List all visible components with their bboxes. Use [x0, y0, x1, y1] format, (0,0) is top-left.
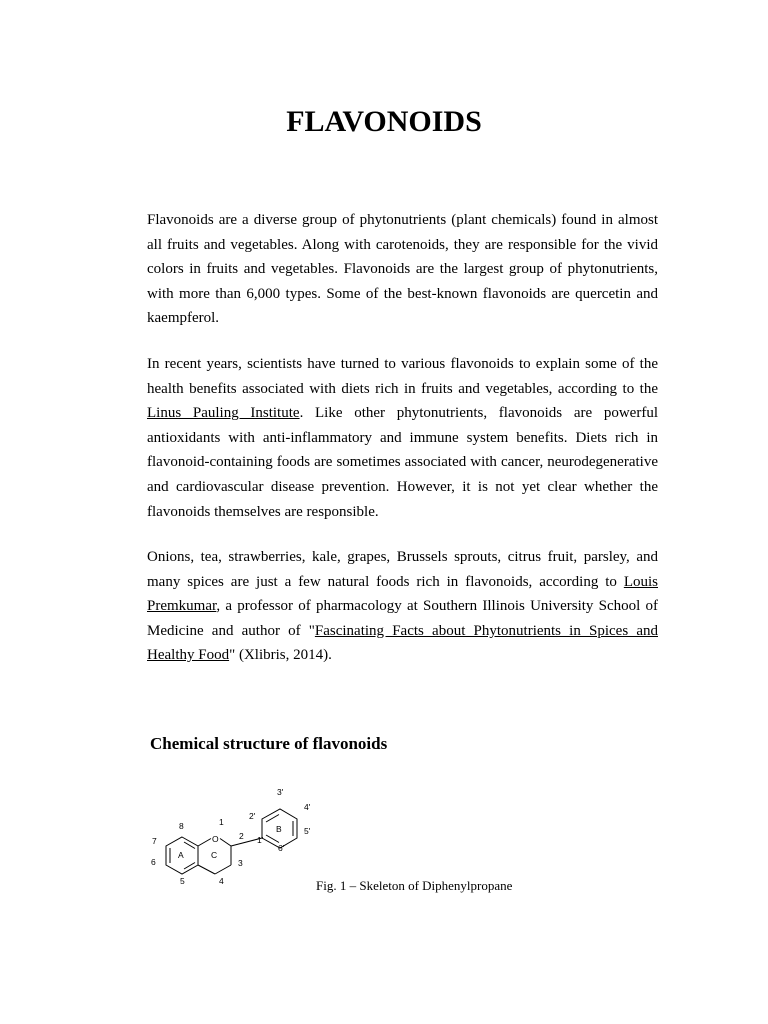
document-title: FLAVONOIDS — [286, 105, 482, 138]
ring-b-label: B — [276, 824, 282, 834]
link-book-title[interactable]: Fascinating Facts about Phytonutrients in Spices and Healthy Food — [147, 622, 658, 664]
flavonoid-skeleton-diagram — [140, 780, 340, 895]
section-heading: Chemical structure of flavonoids — [150, 734, 388, 753]
bond-c8a-o1 — [198, 839, 211, 847]
ring-a-label: A — [178, 850, 184, 860]
ring-c-label: C — [211, 850, 218, 860]
paragraph-food-sources — [147, 545, 658, 668]
atom-number: 2 — [239, 831, 244, 841]
atom-number: 8 — [179, 821, 184, 831]
atom-number: 5 — [180, 876, 185, 886]
atom-number: 5' — [304, 826, 311, 836]
paragraph-text: , a professor of pharmacology at Southern Illinois University School of Medicine and author of " — [147, 598, 658, 639]
atom-number: 4 — [219, 876, 224, 886]
link-louis-premkumar[interactable]: Louis Premkumar — [147, 573, 658, 615]
atom-number: 6 — [151, 857, 156, 867]
atom-number: 2' — [249, 811, 256, 821]
atom-number: 1 — [219, 817, 224, 827]
atom-number: 3 — [238, 858, 243, 868]
paragraph-text: . Like other phytonutrients, flavonoids are powerful antioxidants with anti-inflammatory and immune system benefits. Diets rich in flavonoid-containing foods are sometimes associated with cancer, neurodegenerative and cardiovascular disease prevention. However, it is not yet clear whether the flavonoids themselves are responsible. — [147, 405, 658, 520]
paragraph-text: " (Xlibris, 2014). — [229, 647, 332, 664]
link-linus-pauling-institute[interactable]: Linus Pauling Institute — [147, 405, 300, 422]
atom-number: 4' — [304, 802, 311, 812]
oxygen-atom-label: O — [212, 834, 219, 844]
paragraph-text: In recent years, scientists have turned to various flavonoids to explain some of the health benefits associated with diets rich in fruits and vegetables, according to the — [147, 356, 658, 397]
atom-number: 6' — [278, 843, 285, 853]
figure-caption: Fig. 1 – Skeleton of Diphenylpropane — [316, 878, 513, 893]
paragraph-health-benefits — [147, 352, 658, 524]
bond-c4-c4a — [198, 865, 215, 874]
paragraph-intro: Flavonoids are a diverse group of phytonutrients (plant chemicals) found in almost all fruits and vegetables. Along with carotenoids, they are responsible for the vivid colors in fruits and vegetables. Flavonoids are the largest group of phytonutrients, with more than 6,000 types. Some of the best-known flavonoids are quercetin and kaempferol. — [147, 212, 658, 327]
bond-c3-c4 — [215, 865, 231, 874]
atom-number: 3' — [277, 787, 284, 797]
atom-number: 7 — [152, 836, 157, 846]
atom-number: 1' — [257, 835, 264, 845]
molecule-bonds — [166, 809, 297, 874]
paragraph-text: Onions, tea, strawberries, kale, grapes, Brussels sprouts, citrus fruit, parsley, and many spices are just a few natural foods rich in flavonoids, according to — [147, 549, 658, 590]
bond-o1-c2 — [220, 839, 231, 847]
